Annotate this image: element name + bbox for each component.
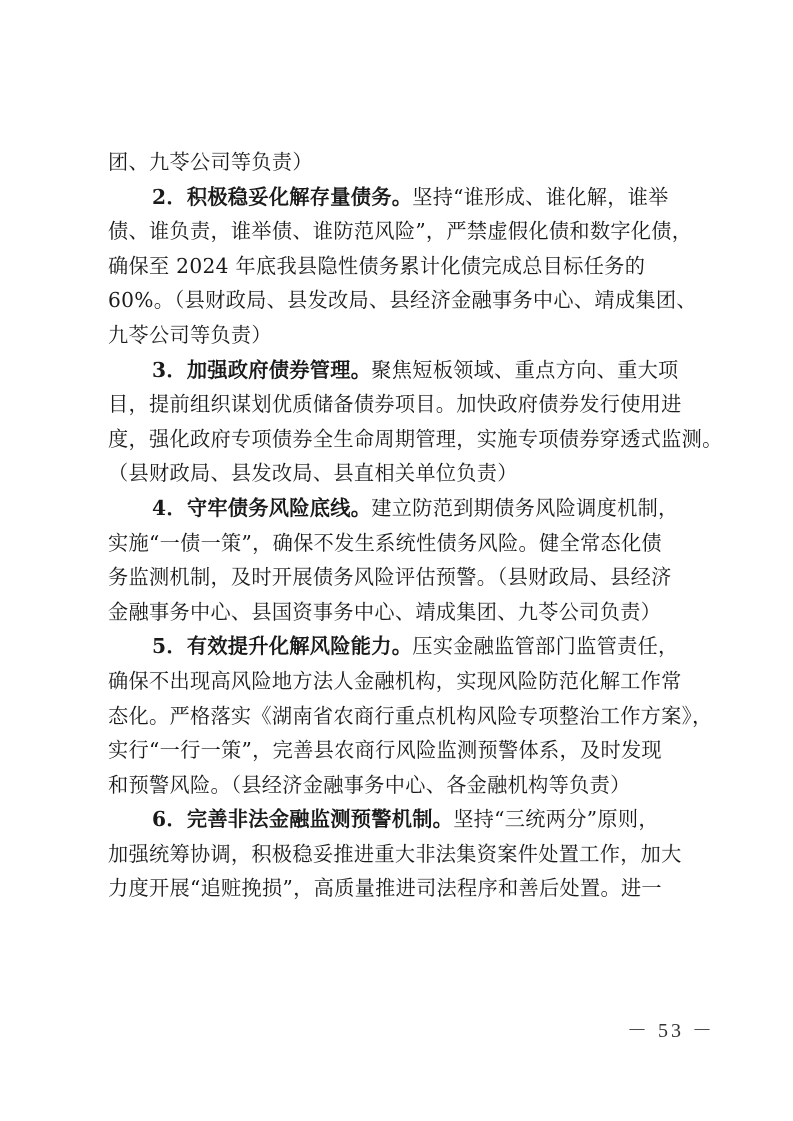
section-heading: 5．有效提升化解风险能力。 <box>152 634 413 659</box>
section-heading: 4．守牢债务风险底线。 <box>152 495 372 520</box>
text-line: 实行“一行一策”，完善县农商行风险监测预警体系，及时发现 <box>108 738 662 763</box>
text-line: 实施“一债一策”，确保不发生系统性债务风险。健全常态化债 <box>108 530 662 555</box>
section-heading-line: 5．有效提升化解风险能力。压实金融监管部门监管责任， <box>152 634 679 659</box>
text-line: 加强统筹协调，积极稳妥推进重大非法集资案件处置工作，加大 <box>108 841 682 866</box>
text-line: 力度开展“追赃挽损”，高质量推进司法程序和善后处置。进一 <box>108 876 662 901</box>
text-line: 确保不出现高风险地方法人金融机构，实现风险防范化解工作常 <box>108 668 682 693</box>
section-heading: 6．完善非法金融监测预警机制。 <box>152 807 454 832</box>
text-line: 金融事务中心、县国资事务中心、靖成集团、九苓公司负责） <box>108 599 662 624</box>
text-line: （县财政局、县发改局、县直相关单位负责） <box>108 461 518 486</box>
body-text <box>108 145 723 906</box>
text-line: 态化。严格落实《湖南省农商行重点机构风险专项整治工作方案》， <box>108 703 713 728</box>
text-line: 务监测机制，及时开展债务风险评估预警。（县财政局、县经济 <box>108 565 672 590</box>
text-line: 和预警风险。（县经济金融事务中心、各金融机构等负责） <box>108 772 631 797</box>
text-line: 团、九苓公司等负责） <box>108 150 313 174</box>
section-heading: 3．加强政府债券管理。 <box>152 357 372 382</box>
text-line: 目，提前组织谋划优质储备债券项目。加快政府债券发行使用进 <box>108 392 682 417</box>
text-line: 度，强化政府专项债券全生命周期管理，实施专项债券穿透式监测。 <box>108 426 723 451</box>
section-heading-line: 4．守牢债务风险底线。建立防范到期债务风险调度机制， <box>152 495 679 520</box>
section-heading-line: 2．积极稳妥化解存量债务。坚持“谁形成、谁化解，谁举 <box>152 184 669 209</box>
text-line: 60%。（县财政局、县发改局、县经济金融事务中心、靖成集团、 <box>108 288 697 313</box>
text-line: 确保至 2024 年底我县隐性债务累计化债完成总目标任务的 <box>108 253 646 278</box>
page-number: － 53 － <box>627 1020 715 1042</box>
text-line: 债、谁负责，谁举债、谁防范风险”，严禁虚假化债和数字化债， <box>108 219 693 244</box>
section-heading: 2．积极稳妥化解存量债务。 <box>152 184 413 209</box>
section-heading-line: 6．完善非法金融监测预警机制。坚持“三统两分”原则， <box>152 807 659 832</box>
text-line: 九苓公司等负责） <box>108 322 272 347</box>
section-heading-line: 3．加强政府债券管理。聚焦短板领域、重点方向、重大项 <box>152 357 679 382</box>
